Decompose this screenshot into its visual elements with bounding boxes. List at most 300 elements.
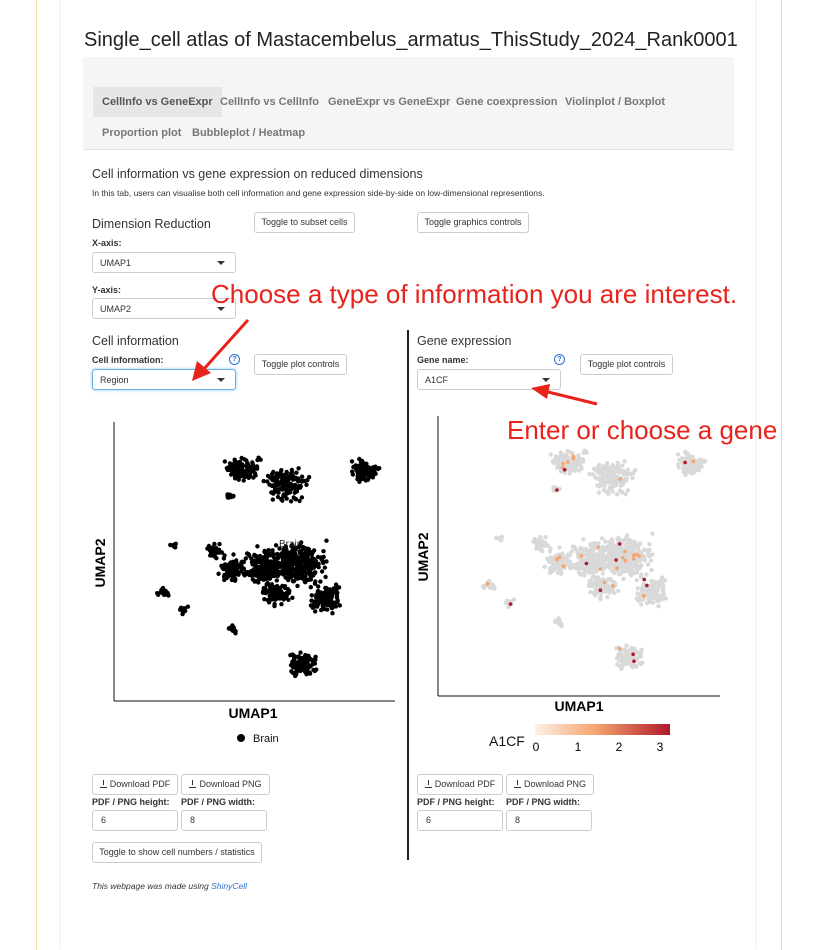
cell-point [597, 476, 601, 480]
cell-point [267, 567, 271, 571]
cell-point [649, 558, 653, 562]
cell-point [305, 578, 309, 582]
cell-point [573, 547, 577, 551]
cell-point [656, 599, 660, 603]
cellinfo-width-input[interactable]: 8 [181, 810, 267, 831]
cell-point [584, 552, 588, 556]
cellinfo-width-label: PDF / PNG width: [181, 797, 255, 807]
cell-point [323, 586, 327, 590]
cell-point [213, 555, 217, 559]
cell-point [356, 467, 360, 471]
cell-point [588, 472, 592, 476]
cell-point [690, 455, 694, 459]
colorbar-tick: 3 [656, 740, 664, 754]
cell-point [359, 474, 363, 478]
cell-point [603, 480, 607, 484]
cell-point [285, 483, 289, 487]
cell-point [648, 548, 652, 552]
cell-point [676, 452, 680, 456]
cell-point [322, 555, 326, 559]
cell-point [283, 558, 287, 562]
cell-point [313, 609, 317, 613]
cell-point [606, 563, 610, 567]
cell-point [319, 599, 323, 603]
cell-point [569, 464, 573, 468]
cell-point [274, 566, 278, 570]
cell-point [270, 548, 274, 552]
expressed-cell-point [615, 566, 619, 570]
cell-point [639, 572, 643, 576]
cell-point [626, 488, 630, 492]
tab-violinplot-boxplot[interactable]: Violinplot / Boxplot [565, 96, 666, 108]
cell-point [271, 483, 275, 487]
cell-point [286, 590, 290, 594]
cell-point [629, 560, 633, 564]
legend-dot [237, 734, 245, 742]
cell-point [237, 475, 241, 479]
arrow-line [548, 392, 597, 404]
cell-point [624, 536, 628, 540]
cell-point [568, 565, 572, 569]
cell-point [266, 598, 270, 602]
cell-point [286, 561, 290, 565]
cell-point [289, 550, 293, 554]
cell-point [377, 466, 381, 470]
cellinfo-value: Region [100, 375, 129, 385]
cell-point [699, 464, 703, 468]
cell-point [568, 553, 572, 557]
cell-point [574, 463, 578, 467]
cell-point [324, 539, 328, 543]
cell-point [542, 565, 546, 569]
cell-point [181, 608, 185, 612]
cell-point [683, 450, 687, 454]
cell-point [280, 570, 284, 574]
cell-point [303, 567, 307, 571]
cell-point [561, 453, 565, 457]
cell-point [538, 540, 542, 544]
cell-point [290, 561, 294, 565]
cell-point [238, 467, 242, 471]
cell-point [316, 555, 320, 559]
cell-point [611, 476, 615, 480]
tab-cellinfo-vs-cellinfo[interactable]: CellInfo vs CellInfo [220, 96, 320, 108]
cell-point [311, 603, 315, 607]
cell-point [289, 499, 293, 503]
cell-point [231, 552, 235, 556]
geneexpr-width-label: PDF / PNG width: [506, 797, 580, 807]
cell-point [264, 563, 268, 567]
cell-point [295, 584, 299, 588]
cell-point [305, 670, 309, 674]
gene-name-label: Gene name: [417, 355, 469, 365]
cell-point [275, 578, 279, 582]
cell-point [639, 651, 643, 655]
cell-point [244, 458, 248, 462]
cell-point [600, 536, 604, 540]
cell-point [174, 542, 178, 546]
cell-point [251, 569, 255, 573]
cell-point [289, 669, 293, 673]
geneexpr-width-input[interactable]: 8 [506, 810, 592, 831]
cell-point [309, 585, 313, 589]
cell-point [543, 541, 547, 545]
cell-point [303, 479, 307, 483]
cell-point [624, 643, 628, 647]
cell-point [289, 487, 293, 491]
cell-point [543, 535, 547, 539]
cell-point [247, 554, 251, 558]
x-axis-title: UMAP1 [228, 705, 278, 721]
cell-point [216, 572, 220, 576]
cell-point [227, 626, 231, 630]
cell-point [247, 571, 251, 575]
cell-point [594, 578, 598, 582]
cell-point [639, 662, 643, 666]
cell-point [311, 573, 315, 577]
cell-point [645, 592, 649, 596]
expressed-cell-point [618, 477, 622, 481]
cell-point [617, 651, 621, 655]
expressed-cell-point [692, 460, 696, 464]
cell-point [250, 562, 254, 566]
cell-point [590, 556, 594, 560]
geneexpr-heading: Gene expression [417, 334, 512, 348]
cell-point [284, 476, 288, 480]
cell-point [323, 575, 327, 579]
cell-point [695, 461, 699, 465]
cell-point [276, 495, 280, 499]
expressed-cell-point [642, 578, 646, 582]
cell-point [616, 461, 620, 465]
y-axis-label: Y-axis: [92, 285, 122, 295]
cell-point [330, 606, 334, 610]
cell-point [326, 595, 330, 599]
geneexpr-toggle-plot-button[interactable]: Toggle plot controls [580, 354, 673, 375]
cell-point [656, 604, 660, 608]
cell-point [267, 482, 271, 486]
expressed-cell-point [561, 462, 565, 466]
y-axis-title: UMAP2 [92, 538, 108, 588]
download-icon [514, 780, 521, 788]
cell-point [623, 562, 627, 566]
expressed-cell-point [631, 653, 635, 657]
cell-point [373, 471, 377, 475]
cell-point [629, 472, 633, 476]
expressed-cell-point [632, 553, 636, 557]
cell-point [262, 479, 266, 483]
cell-point [287, 571, 291, 575]
cellinfo-height-label: PDF / PNG height: [92, 797, 170, 807]
cell-point [357, 457, 361, 461]
expressed-cell-point [555, 488, 559, 492]
cell-point [366, 478, 370, 482]
cell-point [549, 452, 553, 456]
app-title: Single_cell atlas of Mastacembelus_armatus_ThisStudy_2024_Rank0001 [84, 29, 738, 51]
expressed-cell-point [645, 584, 649, 588]
cell-point [588, 551, 592, 555]
cell-point [647, 542, 651, 546]
annotation-choose-gene: Enter or choose a gene [507, 415, 778, 445]
tab-proportion-plot[interactable]: Proportion plot [102, 127, 182, 139]
cell-point [306, 564, 310, 568]
cell-point [309, 598, 313, 602]
cell-point [264, 550, 268, 554]
download-icon [100, 780, 107, 788]
cell-point [601, 555, 605, 559]
tab-bubbleplot-heatmap[interactable]: Bubbleplot / Heatmap [192, 127, 306, 139]
cell-point [270, 571, 274, 575]
cell-point [279, 468, 283, 472]
cell-point [351, 472, 355, 476]
cell-point [629, 540, 633, 544]
cell-point [596, 465, 600, 469]
cell-point [294, 476, 298, 480]
cell-point [635, 591, 639, 595]
cell-point [500, 535, 504, 539]
cell-points [155, 456, 381, 679]
cell-point [290, 652, 294, 656]
cell-point [274, 593, 278, 597]
cell-point [268, 585, 272, 589]
cell-point [584, 547, 588, 551]
cell-point [549, 555, 553, 559]
cell-point [602, 488, 606, 492]
cell-point [677, 465, 681, 469]
cell-point [226, 566, 230, 570]
cell-point [554, 461, 558, 465]
expressed-cell-point [509, 602, 513, 606]
cell-point [217, 542, 221, 546]
cell-point [303, 547, 307, 551]
cell-point [559, 624, 563, 628]
cell-point [265, 576, 269, 580]
expressed-cell-point [599, 567, 603, 571]
colorbar-title: A1CF [489, 733, 525, 749]
expressed-cell-point [621, 556, 625, 560]
cell-point [354, 463, 358, 467]
cell-point [616, 554, 620, 558]
cell-point [606, 544, 610, 548]
cell-point [364, 462, 368, 466]
cell-point [275, 562, 279, 566]
expressed-cell-point [585, 562, 589, 566]
cell-point [253, 473, 257, 477]
cell-point [599, 482, 603, 486]
annotation-choose-info: Choose a type of information you are interest. [211, 279, 738, 309]
expressed-cell-point [596, 546, 600, 550]
cell-point [610, 469, 614, 473]
cell-point [284, 596, 288, 600]
cell-point [600, 559, 604, 563]
tab-gene-coexpression[interactable]: Gene coexpression [456, 96, 558, 108]
cell-point [577, 566, 581, 570]
cell-point [680, 456, 684, 460]
cell-point [335, 596, 339, 600]
cellinfo-toggle-plot-button[interactable]: Toggle plot controls [254, 354, 347, 375]
cell-point [293, 491, 297, 495]
cell-point [608, 540, 612, 544]
cell-point [277, 487, 281, 491]
colorbar-tick: 2 [615, 740, 623, 754]
cell-point [650, 532, 654, 536]
cell-point [271, 561, 275, 565]
cell-point [597, 490, 601, 494]
cell-point [330, 601, 334, 605]
cell-point [259, 569, 263, 573]
cell-point [592, 591, 596, 595]
cell-point [310, 593, 314, 597]
cell-point [637, 596, 641, 600]
cell-point [314, 595, 318, 599]
cell-point [661, 593, 665, 597]
cell-point [262, 558, 266, 562]
help-icon[interactable]: ? [229, 354, 240, 365]
cell-point [610, 589, 614, 593]
cell-point [297, 569, 301, 573]
cell-point [313, 669, 317, 673]
cell-point [320, 593, 324, 597]
cell-point [271, 497, 275, 501]
cell-point [313, 562, 317, 566]
toggle-stats-button[interactable]: Toggle to show cell numbers / statistics [92, 842, 262, 863]
cell-point [256, 456, 260, 460]
cell-point [616, 589, 620, 593]
cell-point [620, 464, 624, 468]
download-pdf-label: Download PDF [434, 779, 496, 789]
cell-point [232, 577, 236, 581]
cell-point [324, 559, 328, 563]
cell-point [226, 492, 230, 496]
cell-point [645, 601, 649, 605]
cell-point [289, 482, 293, 486]
cell-point [274, 543, 278, 547]
cell-point [598, 595, 602, 599]
cell-point [579, 572, 583, 576]
cell-point [639, 602, 643, 606]
cell-point [280, 551, 284, 555]
toggle-subset-button[interactable]: Toggle to subset cells [254, 212, 355, 233]
cell-point [539, 548, 543, 552]
cellinfo-field-label: Cell information: [92, 355, 164, 365]
cell-point [278, 592, 282, 596]
cell-point [272, 602, 276, 606]
cell-point [615, 662, 619, 666]
cell-point [317, 565, 321, 569]
cell-point [587, 583, 591, 587]
cell-point [230, 569, 234, 573]
cell-point [290, 596, 294, 600]
cell-point [293, 483, 297, 487]
cell-point [577, 456, 581, 460]
colorbar-tick: 1 [574, 740, 582, 754]
cell-point [292, 495, 296, 499]
geneexpr-download-png-button[interactable] [506, 774, 594, 795]
cell-point [155, 591, 159, 595]
expressed-cell-point [614, 558, 618, 562]
cell-point [636, 586, 640, 590]
cell-point [273, 557, 277, 561]
cell-point [656, 594, 660, 598]
tab-geneexpr-vs-geneexpr[interactable]: GeneExpr vs GeneExpr [328, 96, 451, 108]
toggle-graphics-button[interactable]: Toggle graphics controls [417, 212, 529, 233]
help-icon[interactable]: ? [554, 354, 565, 365]
cell-point [212, 547, 216, 551]
cell-point [649, 568, 653, 572]
cell-point [313, 579, 317, 583]
cell-point [247, 465, 251, 469]
cell-point [573, 564, 577, 568]
cell-point [609, 551, 613, 555]
cell-point [252, 553, 256, 557]
footer [92, 881, 247, 891]
expressed-cell-point [632, 659, 636, 663]
cell-point [622, 660, 626, 664]
cell-point [278, 596, 282, 600]
cell-point [275, 584, 279, 588]
cell-point [593, 560, 597, 564]
cell-point [161, 586, 165, 590]
arrow-line [203, 320, 248, 370]
expressed-cell-point [603, 581, 607, 585]
tab-cellinfo-vs-geneexpr[interactable]: CellInfo vs GeneExpr [93, 87, 222, 117]
shinycell-link[interactable]: ShinyCell [211, 881, 247, 891]
cell-point [285, 496, 289, 500]
cell-point [284, 489, 288, 493]
cellinfo-height-input[interactable]: 6 [92, 810, 178, 831]
cell-point [258, 559, 262, 563]
cell-point [369, 468, 373, 472]
cell-point [579, 466, 583, 470]
cell-point [642, 548, 646, 552]
cellinfo-download-png-button[interactable] [181, 774, 270, 795]
download-png-label: Download PNG [523, 779, 587, 789]
cell-point [357, 480, 361, 484]
cell-point [703, 459, 707, 463]
cell-point [601, 545, 605, 549]
colorbar-tick: 0 [532, 740, 540, 754]
cell-point [599, 550, 603, 554]
cellinfo-download-pdf-button[interactable] [92, 774, 178, 795]
cell-point [626, 468, 630, 472]
cell-point [481, 584, 485, 588]
cell-point [644, 572, 648, 576]
geneexpr-download-pdf-button[interactable] [417, 774, 503, 795]
cell-point [300, 475, 304, 479]
cell-point [300, 495, 304, 499]
cell-point [631, 663, 635, 667]
cell-point [361, 465, 365, 469]
expressed-cell-point [635, 553, 639, 557]
geneexpr-height-input[interactable]: 6 [417, 810, 503, 831]
cell-point [578, 546, 582, 550]
download-png-label: Download PNG [199, 779, 262, 789]
cell-point [251, 573, 255, 577]
expressed-cell-point [618, 542, 622, 546]
cell-point [656, 587, 660, 591]
cell-point [164, 591, 168, 595]
cell-point [223, 459, 227, 463]
expressed-cell-point [580, 554, 584, 558]
expressed-cell-point [562, 564, 566, 568]
section-heading: Cell information vs gene expression on reduced dimensions [92, 167, 423, 181]
cell-point [273, 489, 277, 493]
cell-point [304, 658, 308, 662]
legend-label: Brain [253, 733, 279, 745]
cell-point [601, 571, 605, 575]
cell-point [321, 549, 325, 553]
cell-point [549, 567, 553, 571]
